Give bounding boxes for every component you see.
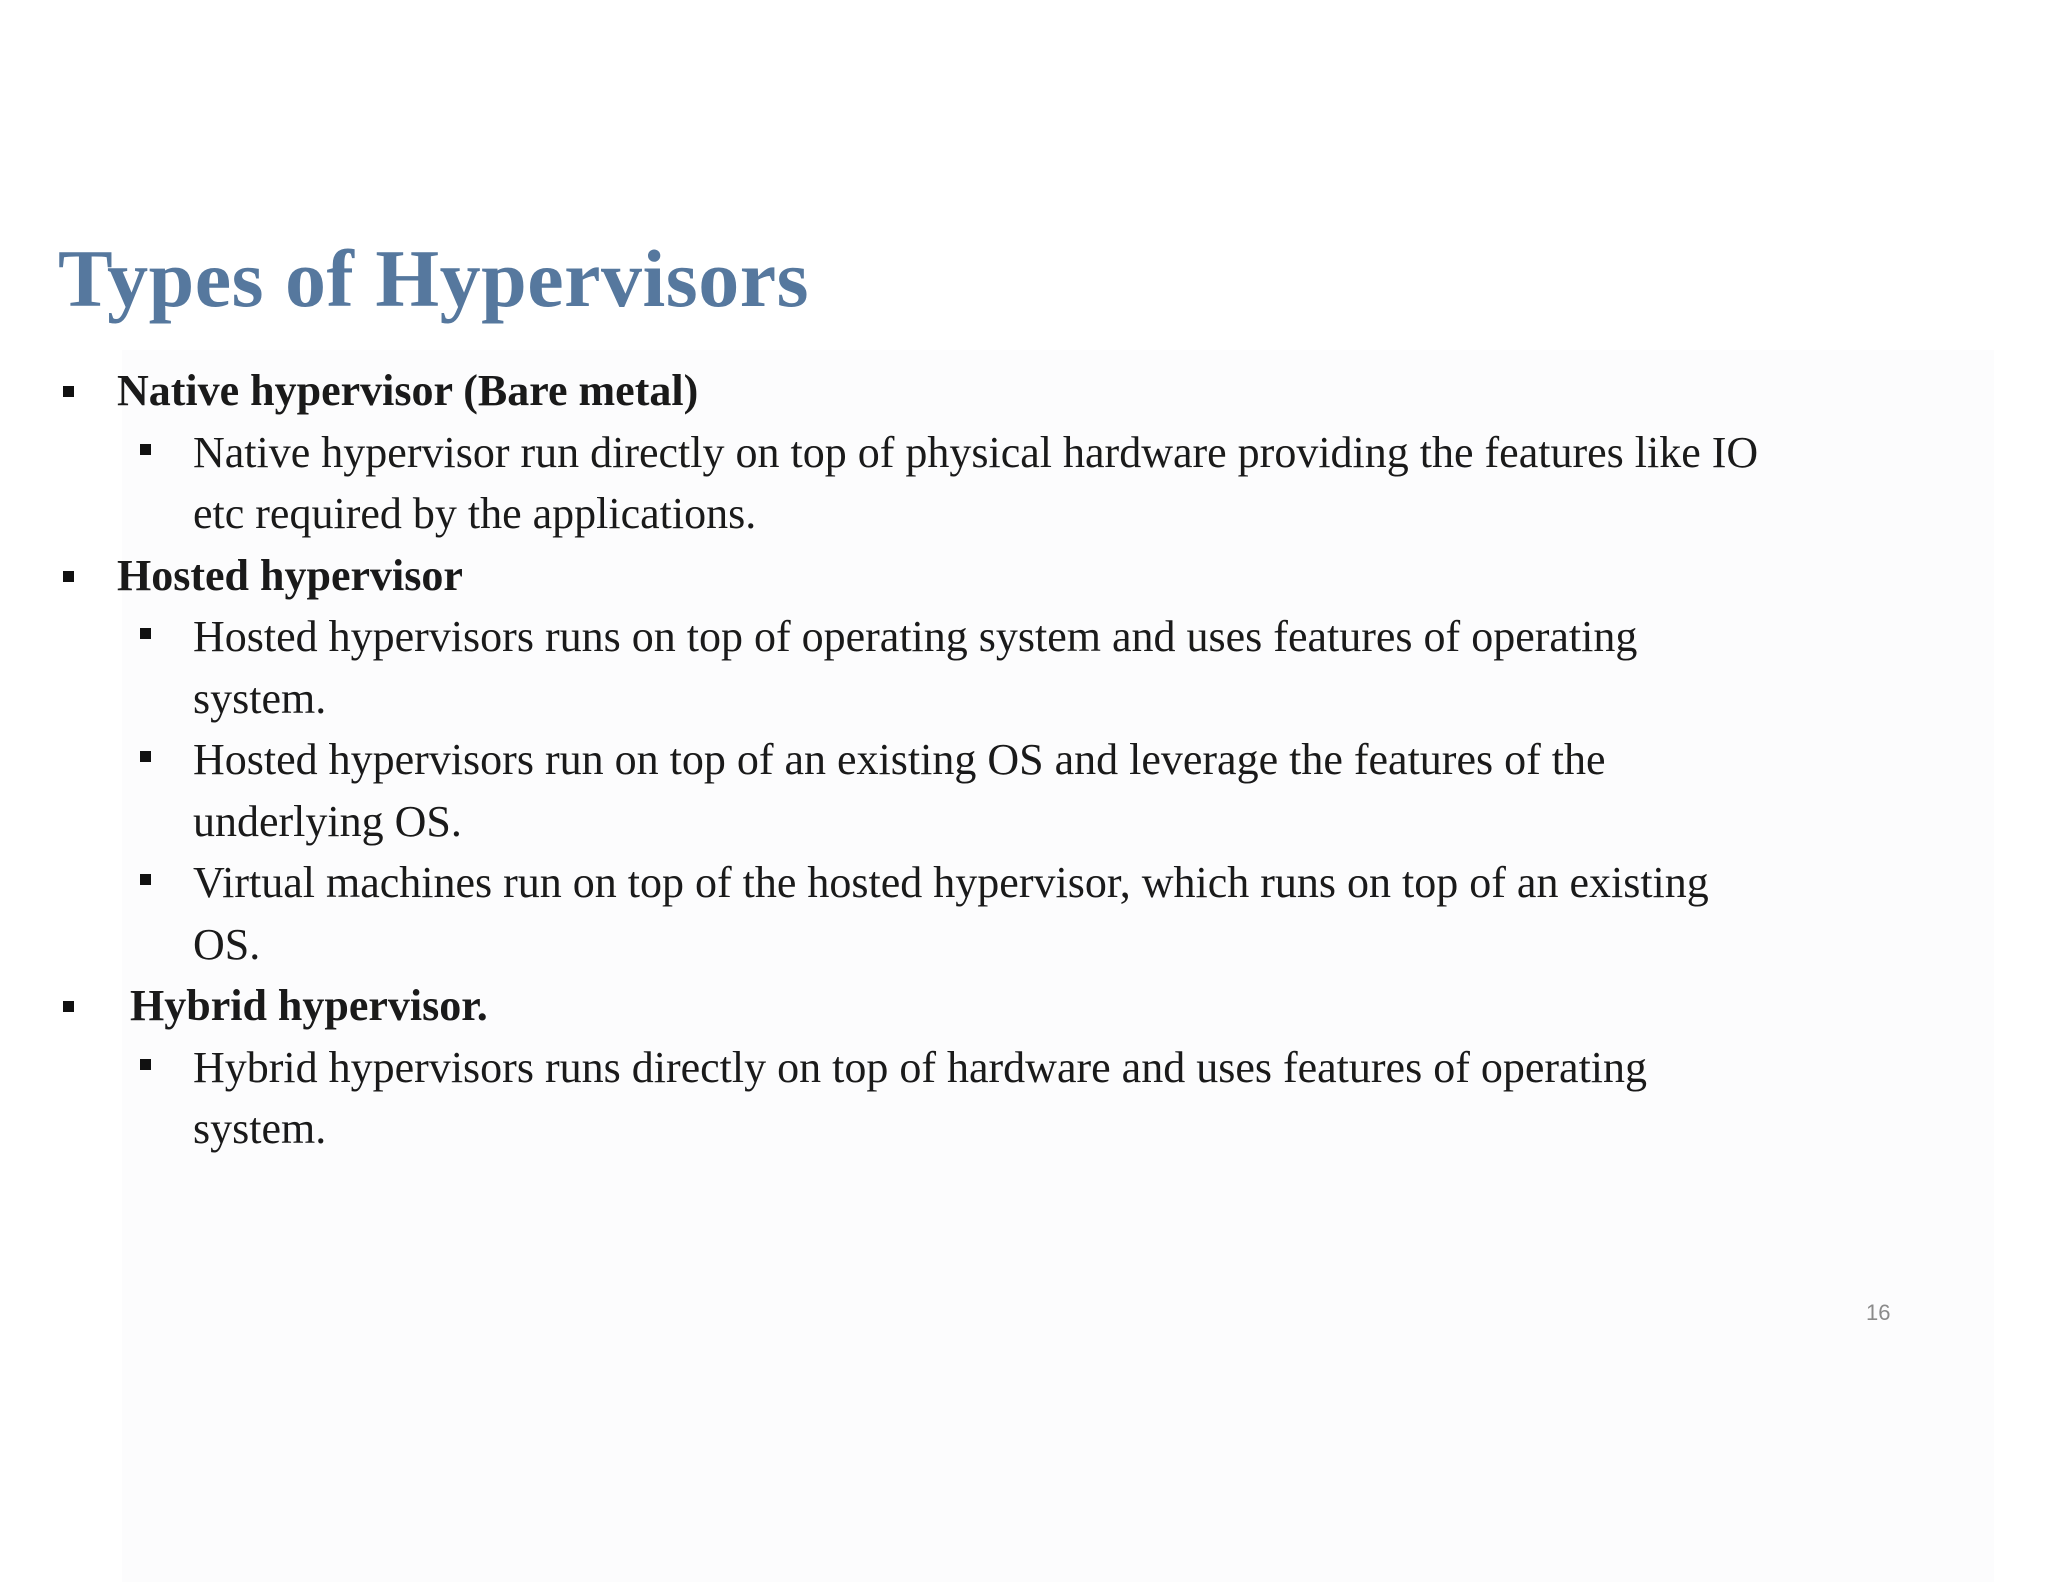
list-item-text: Hybrid hypervisors runs directly on top of hardware and uses features of operating — [193, 1042, 1648, 1092]
list-item-text: Hosted hypervisors run on top of an existing OS and leverage the features of the — [193, 735, 1606, 784]
square-bullet-icon — [140, 1059, 151, 1070]
section-heading-label: Hosted hypervisor — [117, 550, 463, 600]
square-bullet-icon — [63, 386, 74, 397]
page-number: 16 — [1866, 1300, 1891, 1325]
list-item — [0, 1037, 1973, 1160]
section-heading-native — [0, 360, 2048, 422]
square-bullet-icon — [63, 1001, 74, 1012]
list-item — [0, 729, 1973, 852]
list-item-text: underlying OS. — [193, 796, 462, 846]
square-bullet-icon — [140, 628, 151, 639]
square-bullet-icon — [140, 444, 151, 455]
section-heading-label: Native hypervisor (Bare metal) — [117, 366, 699, 415]
list-item-text: system. — [193, 1104, 327, 1153]
section-heading-label: Hybrid hypervisor. — [130, 981, 488, 1030]
section-heading-hybrid — [0, 975, 2048, 1037]
list-item-text: Native hypervisor run directly on top of physical hardware providing the features like IO — [193, 427, 1759, 477]
list-item-text: OS. — [193, 919, 261, 969]
list-item — [0, 606, 1973, 729]
list-item-text: etc required by the applications. — [193, 489, 757, 538]
bullet-list — [0, 360, 2048, 1160]
section-heading-hosted — [0, 545, 2048, 607]
square-bullet-icon — [140, 874, 151, 885]
list-item-text: Virtual machines run on top of the hosted hypervisor, which runs on top of an existing — [193, 858, 1709, 907]
square-bullet-icon — [140, 751, 151, 762]
slide-title: Types of Hypervisors — [58, 233, 810, 324]
list-item — [0, 852, 1973, 975]
square-bullet-icon — [63, 571, 74, 582]
list-item-text: system. — [193, 673, 327, 723]
list-item-text: Hosted hypervisors runs on top of operating system and uses features of operating — [193, 612, 1638, 661]
list-item — [0, 422, 1973, 545]
